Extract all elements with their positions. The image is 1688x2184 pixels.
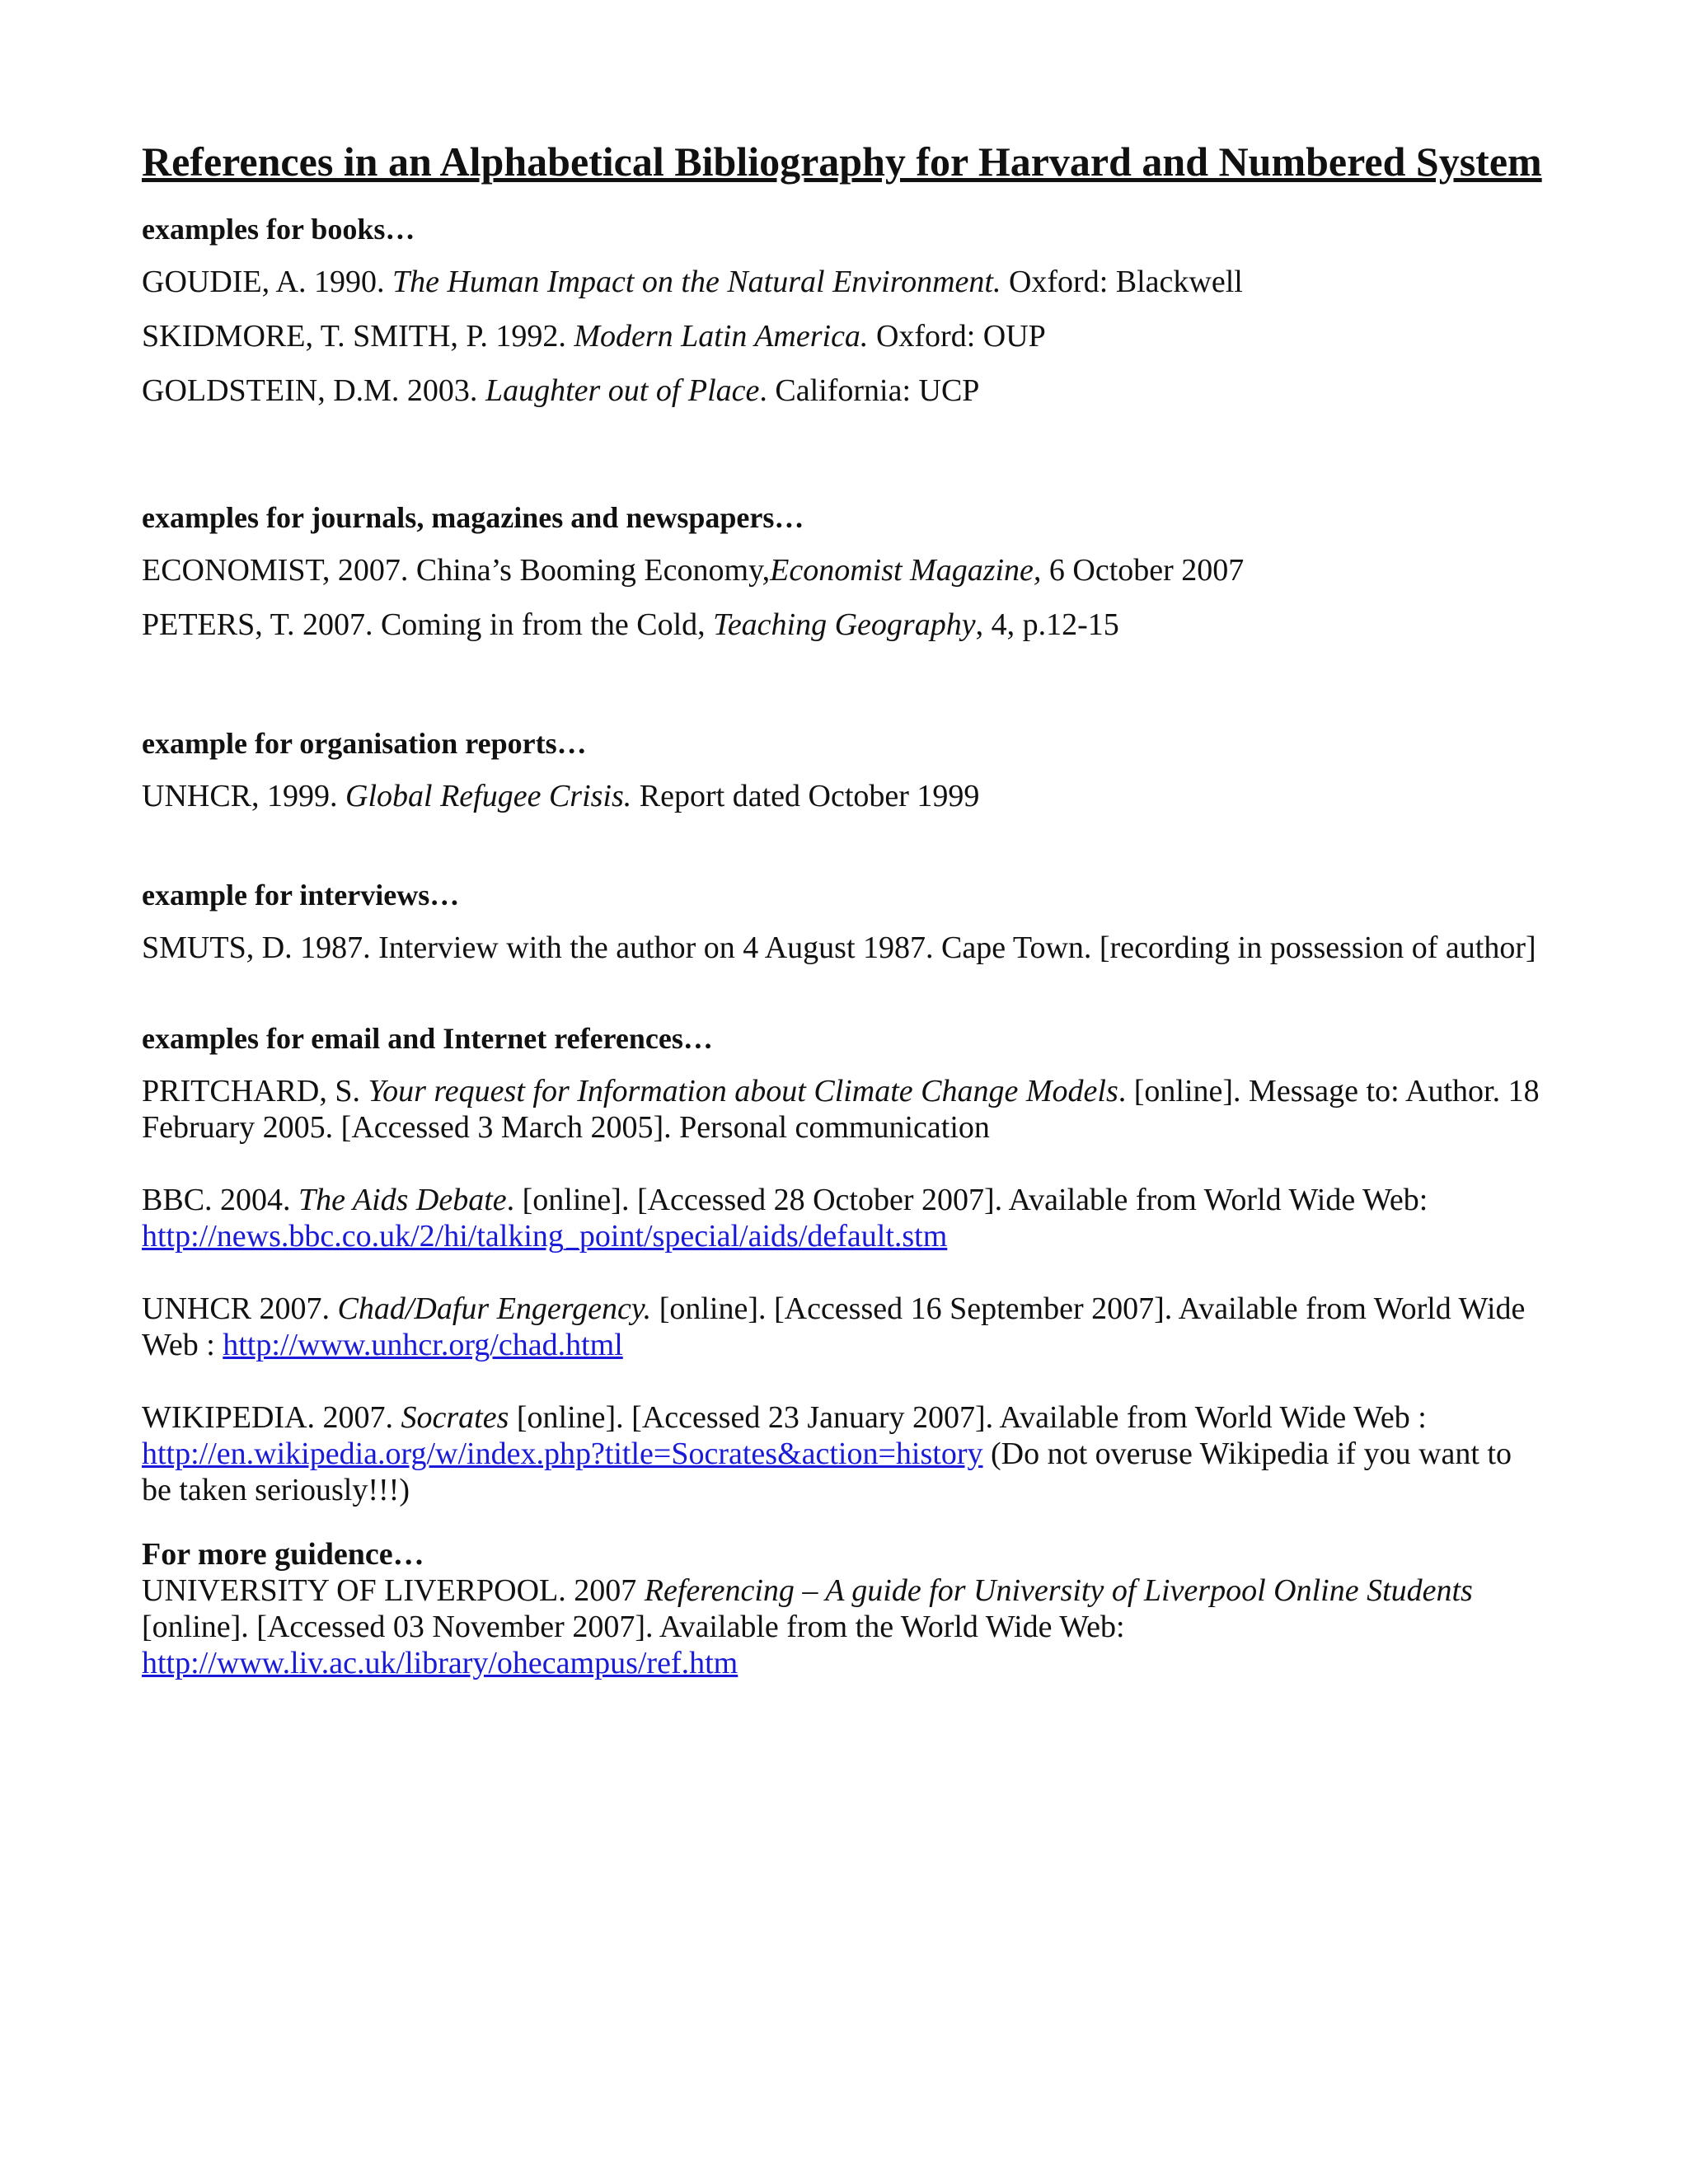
reference-entry: UNHCR 2007. Chad/Dafur Engergency. [online]. [Accessed 16 September 2007]. Available from World Wide Web : http://www.unhcr.org/chad.html	[142, 1291, 1526, 1362]
reference-link[interactable]: http://www.liv.ac.uk/library/ohecampus/ref.htm	[142, 1646, 738, 1680]
reference-entry: ECONOMIST, 2007. China’s Booming Economy,Economist Magazine, 6 October 2007	[142, 553, 1245, 588]
reference-entry: GOUDIE, A. 1990. The Human Impact on the Natural Environment. Oxford: Blackwell	[142, 265, 1243, 299]
reference-entry: UNIVERSITY OF LIVERPOOL. 2007 Referencing – A guide for University of Liverpool Online Students [online]. [Accessed 03 November 2007]. Available from the World Wide Web: http://www.liv.ac.uk/library/ohecampus/ref.htm	[142, 1573, 1473, 1680]
reference-entry: BBC. 2004. The Aids Debate. [online]. [Accessed 28 October 2007]. Available from World Wide Web: http://news.bbc.co.uk/2/hi/talking_point/special/aids/default.stm	[142, 1183, 1428, 1254]
document-page	[142, 137, 1543, 1681]
section-heading-internet: examples for email and Internet references…	[142, 1022, 713, 1055]
reference-entry: SKIDMORE, T. SMITH, P. 1992. Modern Latin America. Oxford: OUP	[142, 319, 1046, 354]
section-heading-reports: example for organisation reports…	[142, 727, 587, 760]
page-title: References in an Alphabetical Bibliography for Harvard and Numbered System	[142, 138, 1542, 185]
reference-link[interactable]: http://news.bbc.co.uk/2/hi/talking_point/special/aids/default.stm	[142, 1219, 948, 1254]
reference-entry: PETERS, T. 2007. Coming in from the Cold, Teaching Geography, 4, p.12-15	[142, 607, 1119, 642]
section-heading-interviews: example for interviews…	[142, 879, 460, 912]
reference-entry: UNHCR, 1999. Global Refugee Crisis. Report dated October 1999	[142, 779, 980, 813]
reference-link[interactable]: http://en.wikipedia.org/w/index.php?title=Socrates&action=history	[142, 1436, 983, 1471]
section-heading-guidance: For more guidence…	[142, 1537, 424, 1572]
section-heading-books: examples for books…	[142, 213, 415, 246]
section-heading-journals: examples for journals, magazines and newspapers…	[142, 501, 804, 534]
reference-entry: SMUTS, D. 1987. Interview with the author on 4 August 1987. Cape Town. [recording in possession of author]	[142, 930, 1536, 965]
reference-entry: WIKIPEDIA. 2007. Socrates [online]. [Accessed 23 January 2007]. Available from World Wide Web : http://en.wikipedia.org/w/index.php?title=Socrates&action=history (Do not overuse Wikipedia if you want to be taken seriously!!!)	[142, 1400, 1512, 1507]
reference-entry: GOLDSTEIN, D.M. 2003. Laughter out of Place. California: UCP	[142, 373, 980, 408]
reference-link[interactable]: http://www.unhcr.org/chad.html	[223, 1328, 623, 1362]
reference-entry: PRITCHARD, S. Your request for Information about Climate Change Models. [online]. Message to: Author. 18 February 2005. [Accessed 3 March 2005]. Personal communication	[142, 1074, 1540, 1145]
